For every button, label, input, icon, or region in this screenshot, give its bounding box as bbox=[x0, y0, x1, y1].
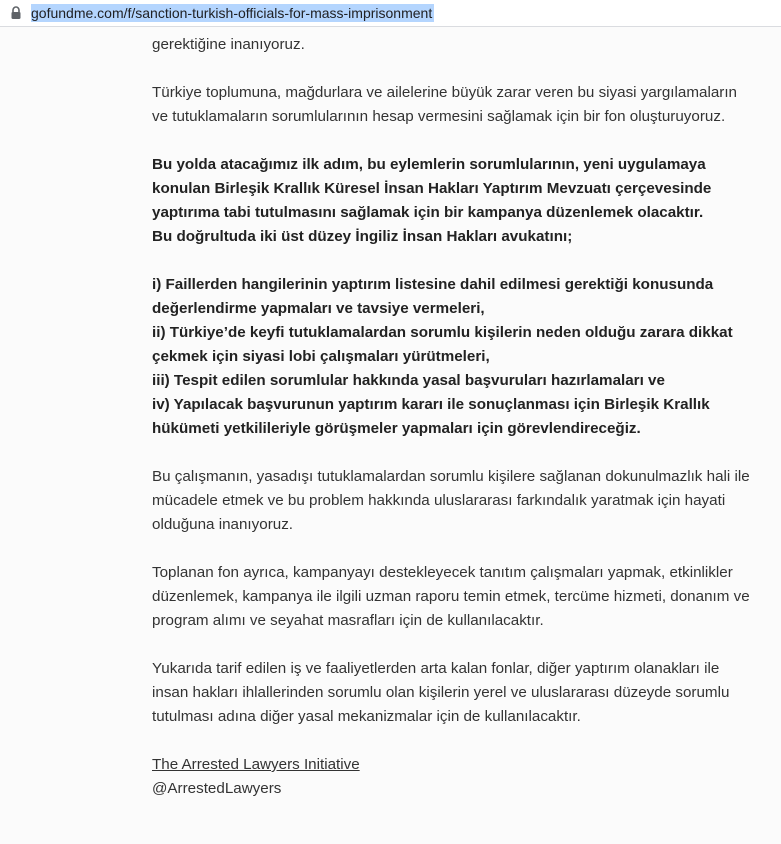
task-item-4: iv) Yapılacak başvurunun yaptırım kararı ile sonuçlanması için Birleşik Krallık hükümeti yetkilileriyle görüşmeler yapmaları için görevlendireceğiz. bbox=[152, 396, 710, 437]
paragraph-importance: Bu çalışmanın, yasadışı tutuklamalardan sorumlu kişilere sağlanan dokunulmazlık hali ile mücadele etmek ve bu problem hakkında uluslararası farkındalık yaratmak için hayati olduğuna inanıyoruz. bbox=[152, 468, 750, 533]
lawyers-intro-text: Bu doğrultuda iki üst düzey İngiliz İnsan Hakları avukatını; bbox=[152, 228, 573, 245]
task-item-3: iii) Tespit edilen sorumlular hakkında yasal başvuruları hazırlamaları ve bbox=[152, 372, 665, 389]
task-item-2: ii) Türkiye’de keyfi tutuklamalardan sorumlu kişilerin neden olduğu zarara dikkat çekmek için siyasi lobi çalışmaları yürütmeleri, bbox=[152, 324, 733, 365]
lock-icon bbox=[10, 6, 22, 20]
article-content bbox=[152, 33, 752, 801]
paragraph-intro-tail: gerektiğine inanıyoruz. bbox=[152, 36, 305, 53]
paragraph-fund-usage: Toplanan fon ayrıca, kampanyayı destekleyecek tanıtım çalışmaları yapmak, etkinlikler düzenlemek, kampanya ile ilgili uzman raporu temin etmek, tercüme hizmeti, donanım ve program alımı ve seyahat masrafları için de kullanılacaktır. bbox=[152, 564, 750, 629]
signature-org-link[interactable]: The Arrested Lawyers Initiative bbox=[152, 756, 360, 773]
first-step-text: Bu yolda atacağımız ilk adım, bu eylemlerin sorumlularının, yeni uygulamaya konulan Birleşik Krallık Küresel İnsan Hakları Yaptırım Mevzuatı çerçevesinde yaptırıma tabi tutulmasını sağlamak için bir kampanya düzenlemek olacaktır. bbox=[152, 156, 712, 221]
url-text[interactable]: gofundme.com/f/sanction-turkish-officials-for-mass-imprisonment bbox=[31, 5, 433, 21]
task-list bbox=[152, 273, 752, 441]
signature-handle: @ArrestedLawyers bbox=[152, 780, 282, 797]
paragraph-remaining-funds: Yukarıda tarif edilen iş ve faaliyetlerden arta kalan fonlar, diğer yaptırım olanakları ile insan hakları ihlallerinden sorumlu olan kişilerin yerel ve uluslararası düzeyde sorumlu tutulması adına diğer yasal mekanizmalar için de kullanılacaktır. bbox=[152, 660, 730, 725]
paragraph-fund-purpose: Türkiye toplumuna, mağdurlara ve ailelerine büyük zarar veren bu siyasi yargılamaların ve tutuklamaların sorumlularının hesap vermesini sağlamak için bir fon oluşturuyoruz. bbox=[152, 84, 737, 125]
signature bbox=[152, 753, 752, 801]
paragraph-first-step bbox=[152, 153, 752, 249]
task-item-1: i) Faillerden hangilerinin yaptırım listesine dahil edilmesi gerektiği konusunda değerlendirme yapmaları ve tavsiye vermeleri, bbox=[152, 276, 714, 317]
address-bar[interactable] bbox=[0, 0, 781, 27]
